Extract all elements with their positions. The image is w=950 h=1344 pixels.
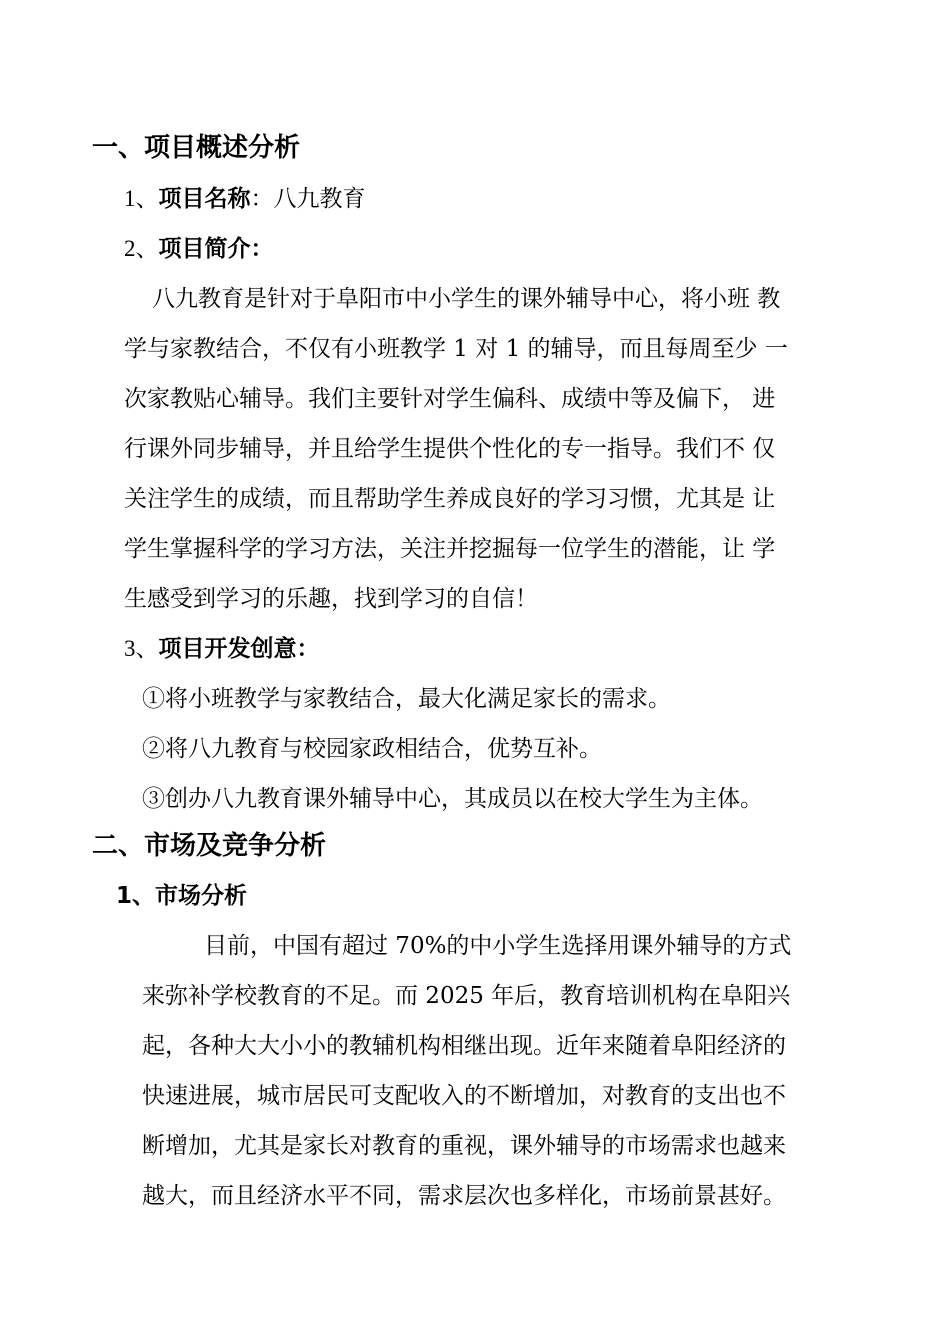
market-paragraph-line: 越大，而且经济水平不同，需求层次也多样化，市场前景甚好。 bbox=[142, 1183, 786, 1209]
item-colon: ： bbox=[250, 186, 274, 212]
market-paragraph-line: 断增加，尤其是家长对教育的重视，课外辅导的市场需求也越来 bbox=[142, 1133, 786, 1159]
market-paragraph-line: 快速进展，城市居民可支配收入的不断增加，对教育的支出也不 bbox=[142, 1083, 786, 1109]
intro-paragraph-line: 学与家教结合，不仅有小班教学 1 对 1 的辅导，而且每周至少 一 bbox=[124, 336, 788, 362]
market-paragraph-line: 来弥补学校教育的不足。而 2025 年后，教育培训机构在阜阳兴 bbox=[142, 983, 791, 1009]
intro-paragraph-line: 生感受到学习的乐趣，找到学习的自信！ bbox=[124, 586, 538, 612]
item-project-name bbox=[124, 184, 366, 214]
section-heading-market: 二、市场及竞争分析 bbox=[92, 831, 327, 861]
item-number: 2、 bbox=[124, 236, 159, 261]
intro-paragraph-line: 学生掌握科学的学习方法，关注并挖掘每一位学生的潜能，让 学 bbox=[124, 536, 776, 562]
idea-item: ②将八九教育与校园家政相结合，优势互补。 bbox=[142, 736, 602, 762]
item-value: 八九教育 bbox=[273, 186, 366, 212]
item-project-intro bbox=[124, 234, 274, 264]
subheading-market-analysis bbox=[116, 881, 247, 911]
intro-paragraph-line: 关注学生的成绩，而且帮助学生养成良好的学习习惯，尤其是 让 bbox=[124, 486, 776, 512]
market-paragraph-line: 起，各种大大小小的教辅机构相继出现。近年来随着阜阳经济的 bbox=[142, 1033, 786, 1059]
item-number: 3、 bbox=[124, 636, 159, 661]
idea-item: ③创办八九教育课外辅导中心，其成员以在校大学生为主体。 bbox=[142, 786, 763, 812]
item-label: 项目名称 bbox=[158, 185, 251, 212]
item-label: 项目开发创意： bbox=[158, 635, 320, 662]
market-paragraph-line: 目前，中国有超过 70%的中小学生选择用课外辅导的方式 bbox=[204, 933, 792, 959]
intro-paragraph-line: 次家教贴心辅导。我们主要针对学生偏科、成绩中等及偏下， 进 bbox=[124, 386, 776, 412]
intro-paragraph-line: 八九教育是针对于阜阳市中小学生的课外辅导中心，将小班 教 bbox=[152, 286, 781, 312]
idea-item: ①将小班教学与家教结合，最大化满足家长的需求。 bbox=[142, 686, 671, 712]
item-label: 项目简介： bbox=[158, 235, 274, 262]
item-number: 1、 bbox=[124, 186, 159, 211]
section-heading-overview: 一、项目概述分析 bbox=[92, 133, 301, 163]
intro-paragraph-line: 行课外同步辅导，并且给学生提供个性化的专一指导。我们不 仅 bbox=[124, 436, 776, 462]
item-dev-ideas bbox=[124, 634, 320, 664]
subheading-number: 1 bbox=[116, 883, 133, 909]
subheading-label: 、市场分析 bbox=[132, 882, 248, 909]
